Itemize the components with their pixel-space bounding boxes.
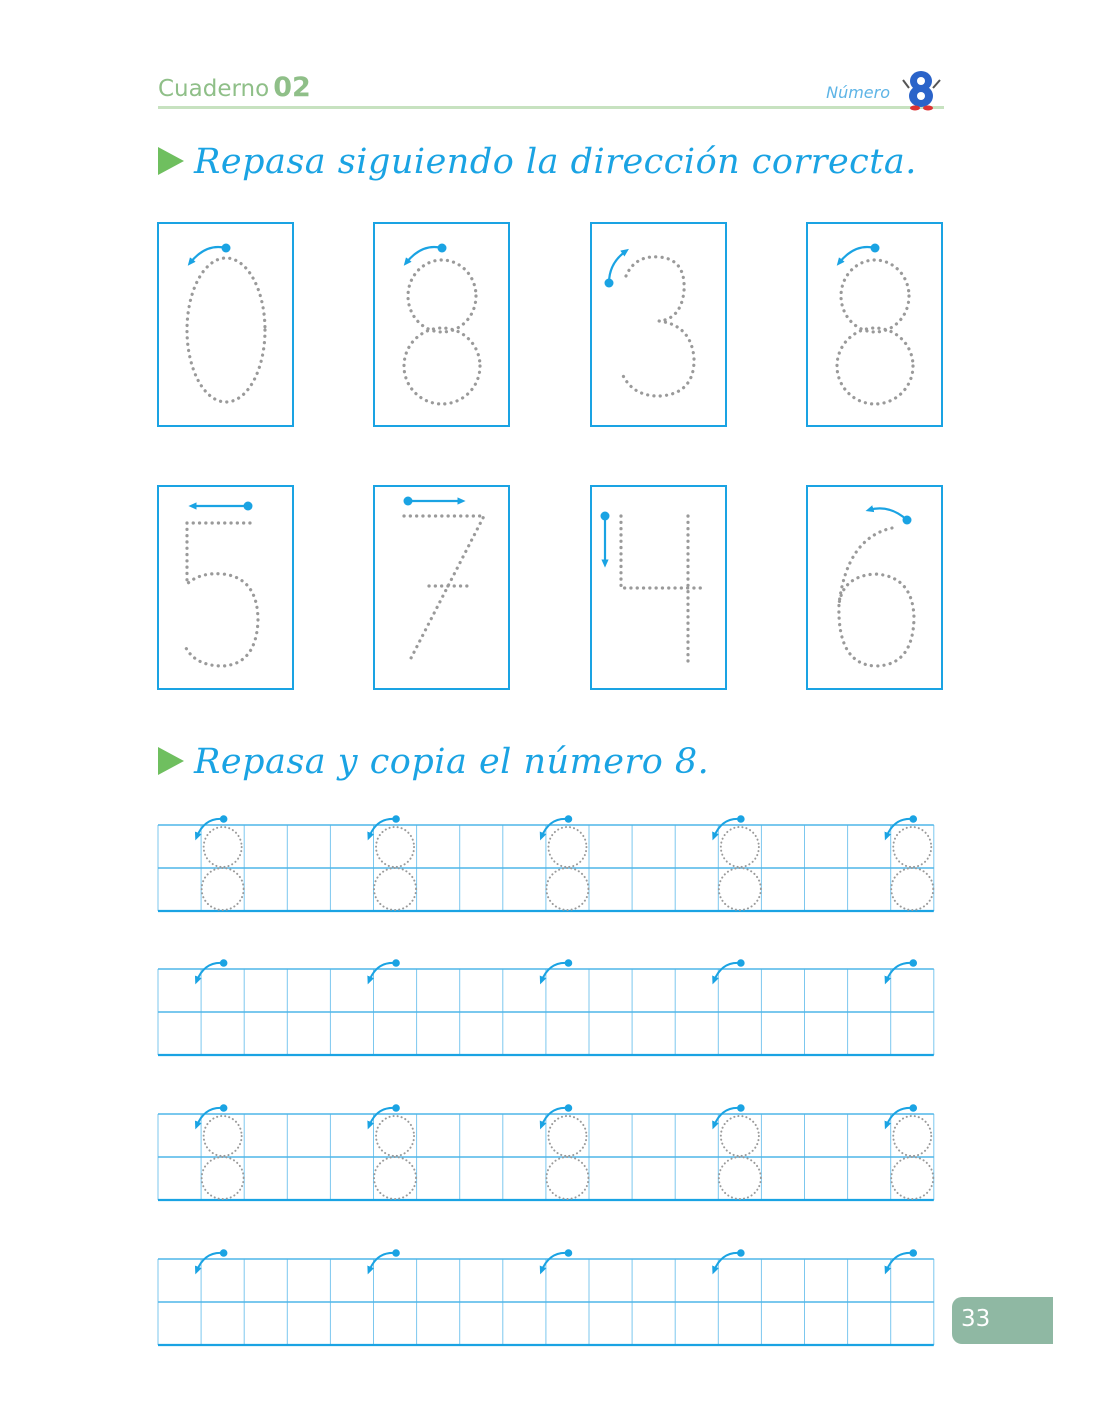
guide-8 [886,1104,933,1199]
trace-card-4[interactable] [591,486,726,689]
copy-row[interactable] [158,959,934,1055]
copy-row[interactable] [158,815,934,911]
guide-8 [541,1104,588,1199]
copy-row[interactable] [158,1104,934,1200]
trace-card-8[interactable] [807,223,942,426]
guide-8 [369,815,416,910]
instruction-copy-text: Repasa y copia el número 8. [194,742,710,782]
number-8-mascot-icon [903,71,940,111]
instruction-trace-text: Repasa siguiendo la dirección correcta. [194,142,917,182]
trace-card-6[interactable] [807,486,942,689]
topic-label: Número [826,83,890,102]
trace-cards [158,223,942,689]
page-number: 33 [961,1306,991,1332]
notebook-number: 02 [273,72,311,103]
guide-8 [369,1104,416,1199]
guide-8 [714,1104,761,1199]
trace-card-5[interactable] [158,486,293,689]
copy-grids [158,815,934,1345]
guide-8 [541,815,588,910]
notebook-label-text: Cuaderno [158,76,270,102]
guide-8 [197,1104,244,1199]
trace-card-0[interactable] [158,223,293,426]
trace-card-8[interactable] [374,223,509,426]
trace-card-7[interactable] [374,486,509,689]
guide-8 [197,815,244,910]
guide-8 [714,815,761,910]
guide-8 [886,815,933,910]
trace-card-3[interactable] [591,223,726,426]
copy-row[interactable] [158,1249,934,1345]
